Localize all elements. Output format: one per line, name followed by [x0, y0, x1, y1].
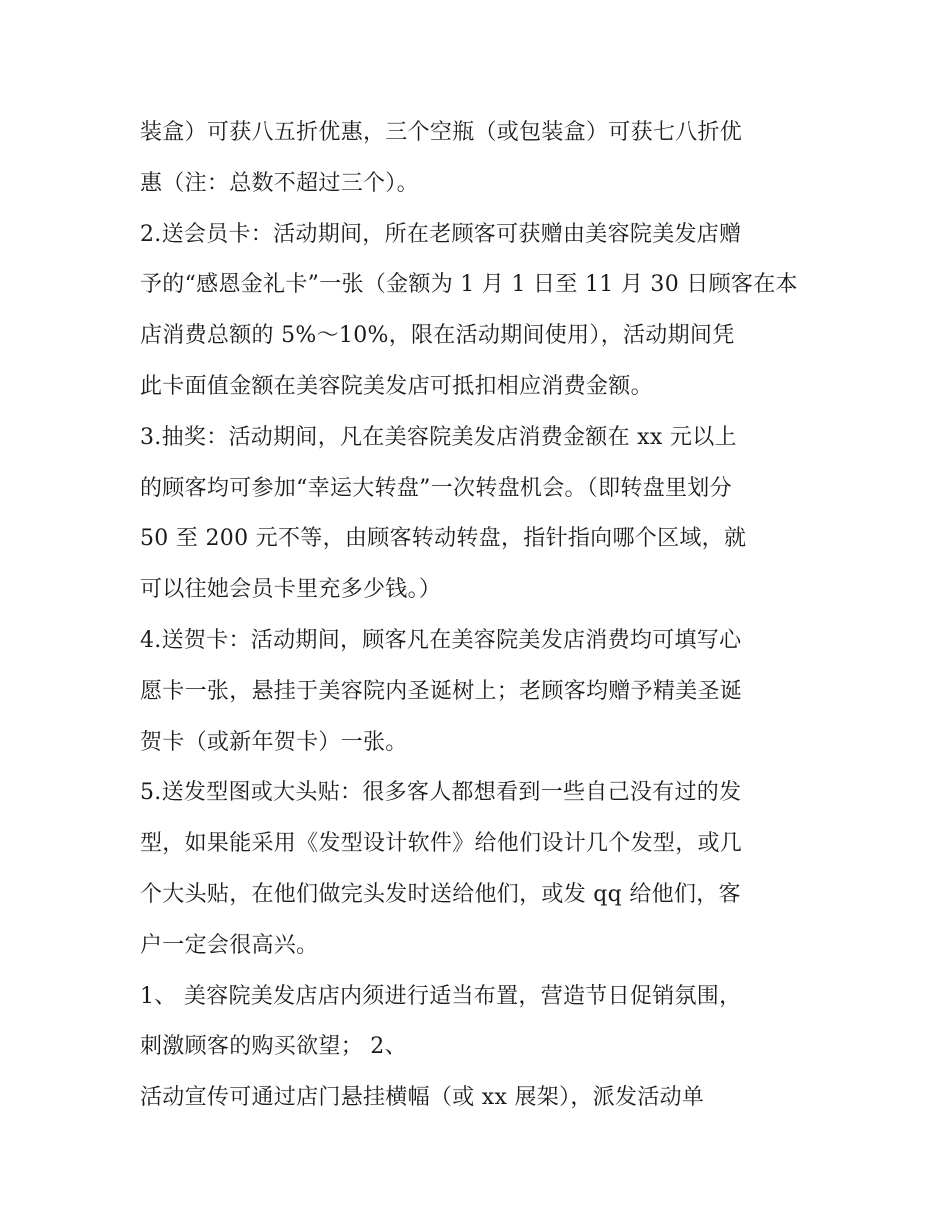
text-line: 予的“感恩金礼卡”一张（金额为 1 月 1 日至 11 月 30 日顾客在本 — [140, 272, 798, 298]
text-line: 刺激顾客的购买欲望； 2、 — [140, 1034, 407, 1060]
text-line: 贺卡（或新年贺卡）一张。 — [140, 729, 408, 755]
text-line: 惠（注：总数不超过三个）。 — [140, 170, 419, 196]
text-line: 的顾客均可参加“幸运大转盘”一次转盘机会。（即转盘里划分 — [140, 475, 732, 501]
text-line: 1、 美容院美发店店内须进行适当布置，营造节日促销氛围， — [140, 983, 742, 1009]
text-line: 2.送会员卡：活动期间，所在老顾客可获赠由美容院美发店赠 — [140, 221, 742, 247]
text-line: 活动宣传可通过店门悬挂横幅（或 xx 展架），派发活动单 — [140, 1085, 705, 1111]
text-line: 装盒）可获八五折优惠，三个空瓶（或包装盒）可获七八折优 — [140, 120, 743, 145]
text-line: 型，如果能采用《发型设计软件》给他们设计几个发型，或几 — [140, 831, 743, 857]
document-body — [140, 108, 830, 1124]
text-line: 可以往她会员卡里充多少钱。） — [140, 577, 442, 603]
text-line: 50 至 200 元不等，由顾客转动转盘，指针指向哪个区域，就 — [140, 526, 747, 552]
text-line: 5.送发型图或大头贴：很多客人都想看到一些自己没有过的发 — [140, 780, 742, 806]
text-line: 4.送贺卡：活动期间，顾客凡在美容院美发店消费均可填写心 — [140, 627, 742, 653]
text-line: 愿卡一张，悬挂于美容院内圣诞树上；老顾客均赠予精美圣诞 — [140, 678, 743, 704]
text-line: 此卡面值金额在美容院美发店可抵扣相应消费金额。 — [140, 373, 653, 399]
text-line: 个大头贴，在他们做完头发时送给他们，或发 qq 给他们，客 — [140, 881, 741, 907]
text-line: 3.抽奖：活动期间，凡在美容院美发店消费金额在 xx 元以上 — [140, 424, 737, 450]
text-line: 店消费总额的 5%～10%，限在活动期间使用），活动期间凭 — [140, 323, 735, 349]
text-line: 户一定会很高兴。 — [140, 932, 319, 958]
